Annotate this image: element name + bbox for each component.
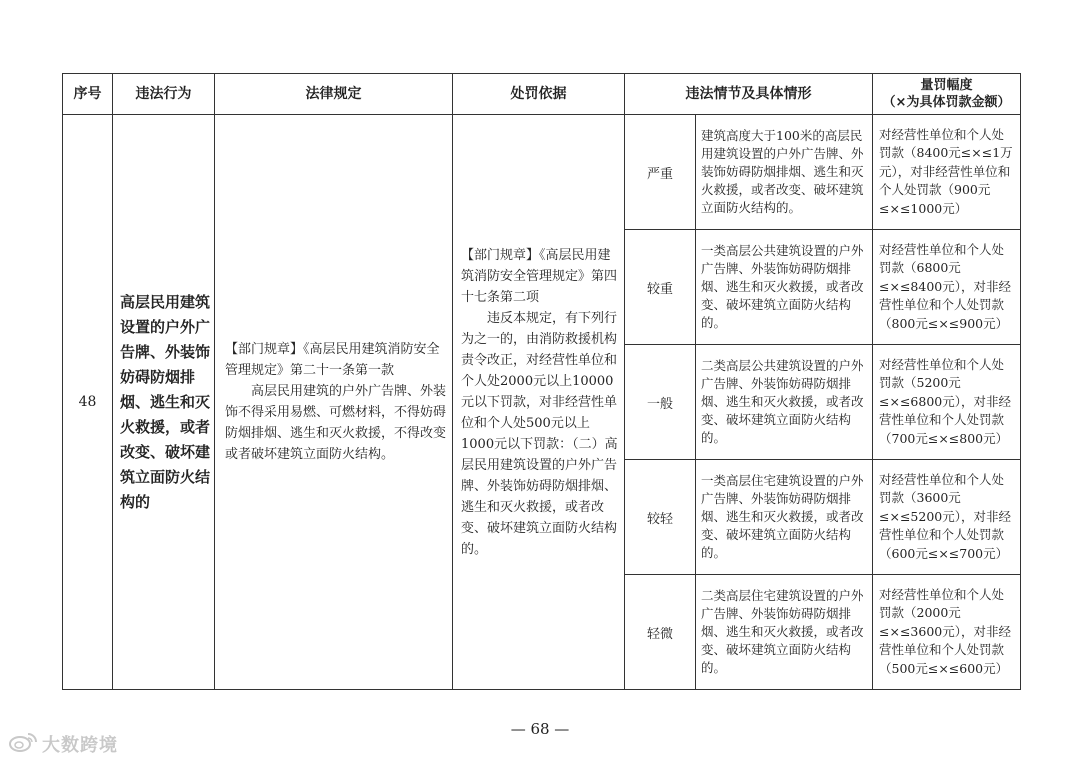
circumstance-desc: 建筑高度大于100米的高层民用建筑设置的户外广告牌、外装饰妨碍防烟排烟、逃生和灭火救援，或者改变、破坏建筑立面防火结构的。 (696, 115, 873, 230)
penalty-basis (453, 115, 625, 690)
header-circumstance: 违法情节及具体情形 (625, 74, 873, 115)
watermark (8, 730, 118, 758)
header-fine-line1: 量罚幅度 (920, 78, 973, 93)
header-basis: 处罚依据 (453, 74, 625, 115)
page-number: — 68 — (510, 720, 570, 738)
fine-range: 对经营性单位和个人处罚款（2000元≤×≤3600元），对非经营性单位和个人处罚款（500元≤×≤600元） (873, 575, 1021, 690)
header-no: 序号 (63, 74, 113, 115)
circumstance-desc: 二类高层住宅建筑设置的户外广告牌、外装饰妨碍防烟排烟、逃生和灭火救援，或者改变、破坏建筑立面防火结构的。 (696, 575, 873, 690)
header-row (63, 74, 1021, 115)
violation-act: 高层民用建筑设置的户外广告牌、外装饰妨碍防烟排烟、逃生和灭火救援，或者改变、破坏建筑立面防火结构的 (113, 115, 215, 690)
fine-range: 对经营性单位和个人处罚款（5200元≤×≤6800元），对非经营性单位和个人处罚款（700元≤×≤800元） (873, 345, 1021, 460)
circumstance-desc: 一类高层公共建筑设置的户外广告牌、外装饰妨碍防烟排烟、逃生和灭火救援，或者改变、破坏建筑立面防火结构的。 (696, 230, 873, 345)
table-row (63, 115, 1021, 230)
severity-level: 较重 (625, 230, 696, 345)
legal-provision-ref: 【部门规章】《高层民用建筑消防安全管理规定》第二十一条第一款 (225, 342, 440, 378)
circumstance-desc: 二类高层公共建筑设置的户外广告牌、外装饰妨碍防烟排烟、逃生和灭火救援，或者改变、破坏建筑立面防火结构的。 (696, 345, 873, 460)
penalty-table (62, 73, 1021, 690)
row-number: 48 (63, 115, 113, 690)
weibo-logo-icon (8, 730, 38, 758)
header-law: 法律规定 (215, 74, 453, 115)
fine-range: 对经营性单位和个人处罚款（6800元≤×≤8400元），对非经营性单位和个人处罚款（800元≤×≤900元） (873, 230, 1021, 345)
severity-level: 严重 (625, 115, 696, 230)
severity-level: 一般 (625, 345, 696, 460)
penalty-basis-text: 违反本规定，有下列行为之一的，由消防救援机构责令改正，对经营性单位和个人处2000元以上10000元以下罚款，对非经营性单位和个人处500元以上1000元以下罚款：（二）高层民用建筑设置的户外广告牌、外装饰妨碍防烟排烟、逃生和灭火救援，或者改变、破坏建筑立面防火结构的。 (461, 310, 618, 557)
penalty-basis-ref: 【部门规章】《高层民用建筑消防安全管理规定》第四十七条第二项 (461, 247, 618, 305)
header-fine-line2: （×为具体罚款金额） (882, 95, 1011, 110)
fine-range: 对经营性单位和个人处罚款（3600元≤×≤5200元），对非经营性单位和个人处罚款（600元≤×≤700元） (873, 460, 1021, 575)
severity-level: 轻微 (625, 575, 696, 690)
fine-range: 对经营性单位和个人处罚款（8400元≤×≤1万元），对非经营性单位和个人处罚款（900元≤×≤1000元） (873, 115, 1021, 230)
header-act: 违法行为 (113, 74, 215, 115)
legal-provision-text: 高层民用建筑的户外广告牌、外装饰不得采用易燃、可燃材料，不得妨碍防烟排烟、逃生和灭火救援，不得改变或者破坏建筑立面防火结构。 (225, 384, 447, 462)
circumstance-desc: 一类高层住宅建筑设置的户外广告牌、外装饰妨碍防烟排烟、逃生和灭火救援，或者改变、破坏建筑立面防火结构的。 (696, 460, 873, 575)
severity-level: 较轻 (625, 460, 696, 575)
legal-provision (215, 115, 453, 690)
header-fine-range (873, 74, 1021, 115)
watermark-text: 大数跨境 (42, 735, 118, 756)
